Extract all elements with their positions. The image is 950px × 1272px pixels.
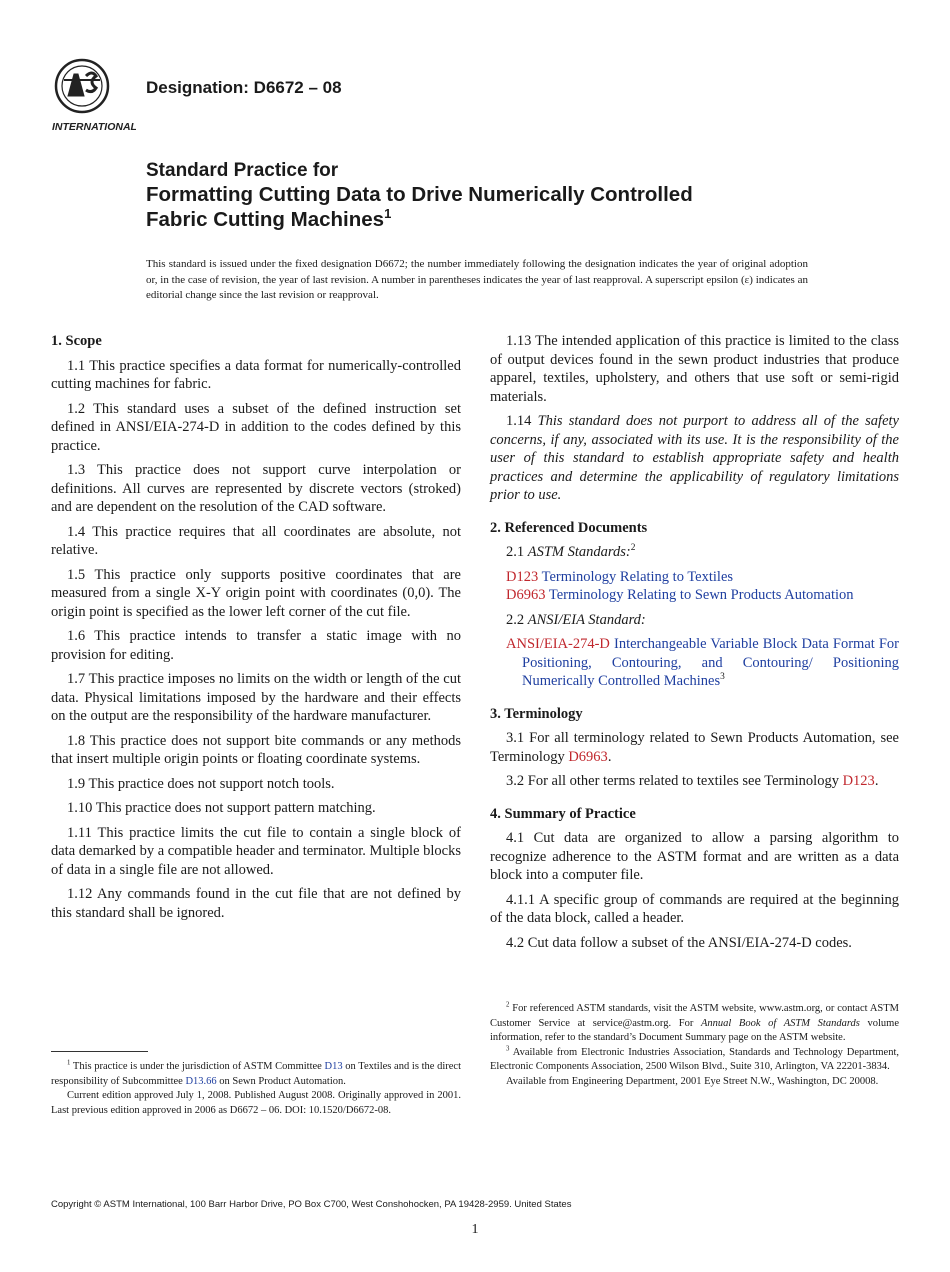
section-heading-referenced: 2. Referenced Documents [490,519,648,536]
footnote-link-d13[interactable]: D13 [324,1061,343,1072]
copyright-notice: Copyright © ASTM International, 100 Barr Harbor Drive, PO Box C700, West Conshohocken, PA 19428-2959. United States [51,1199,572,1210]
astm-logo [52,56,136,134]
footnote-2 [490,1002,899,1046]
footnote-1-edition: Current edition approved July 1, 2008. Published August 2008. Originally approved in 2001. Last previous edition approved in 2006 as D6672 – 06. DOI: 10.1520/D6672-08. [51,1090,461,1116]
footnote-1-text-c: on Sewn Product Automation. [219,1075,346,1087]
reference-link-d6963[interactable]: D6963 [506,587,546,603]
designation: Designation: D6672 – 08 [146,78,342,97]
reference-title-d123[interactable]: Terminology Relating to Textiles [541,568,734,585]
paragraph-1-3: 1.3 This practice does not support curve interpolation or definitions. All curves are represented by discrete vectors (stroked) and are dependent on the resolution of the CAD software. [51,462,461,515]
footnote-2-italic: Annual Book of ASTM Standards [700,1017,860,1029]
section-heading-scope: 1. Scope [51,333,102,349]
paragraph-1-10: 1.10 This practice does not support pattern matching. [67,800,376,816]
paragraph-1-4: 1.4 This practice requires that all coordinates are absolute, not relative. [51,523,461,558]
paragraph-4-1-1: 4.1.1 A specific group of commands are required at the beginning of the data block, called a header. [490,891,899,926]
footnote-3 [490,1046,899,1075]
footnote-2-mark: 2 [506,1001,510,1009]
paragraph-1-14-number: 1.14 [506,413,532,429]
title-footnote-mark: 1 [384,206,392,222]
paragraph-1-13: 1.13 The intended application of this practice is limited to the class of output devices found in the sewn product industries that produce apparel, textiles, upholstery, and others that use soft or semi-rigid materials. [490,333,899,405]
reference-d6963 [490,586,899,605]
footnote-1 [51,1060,461,1089]
paragraph-1-14 [490,412,899,505]
footnote-1-text-a: This practice is under the jurisdiction of ASTM Committee [72,1061,322,1072]
paragraph-1-14-text: This standard does not purport to address all of the safety concerns, if any, associated with its use. It is the responsibility of the user of this standard to establish appropriate safety and health practices and determine the applicability of regulatory limitations prior to use. [490,413,899,503]
paragraph-1-7: 1.7 This practice imposes no limits on the width or length of the cut data. Physical limitations imposed by the hardware and their effects on the output are the responsibility of the hardware manufacturer. [51,671,461,724]
paragraph-3-1-text: 3.1 For all terminology related to Sewn Products Automation, see Terminology [490,730,899,765]
paragraph-3-2: 3.2 For all other terms related to textiles see Terminology D123. [506,773,879,789]
footnote-3-mark: 3 [506,1045,510,1052]
reference-title-ansi[interactable]: Interchangeable Variable Block Data Format For Positioning, Contouring, and Contouring/ Positioning Numerically Controlled Machines [522,636,899,689]
issuance-note: This standard is issued under the fixed designation D6672; the number immediately following the designation indicates the year of original adoption or, in the case of revision, the year of last revision. A number in parentheses indicates the year of last reapproval. A superscript epsilon (ε) indicates an editorial change since the last revision or reapproval. [146,258,808,301]
title-line-2b: Fabric Cutting Machines [146,208,385,231]
paragraph-3-1: 3.1 For all terminology related to Sewn Products Automation, see Terminology D6963. [490,730,899,765]
paragraph-3-2-text: 3.2 For all other terms related to textiles see Terminology [506,773,839,789]
title-main [146,182,886,232]
footnotes-left [51,1060,461,1118]
reference-d123 [490,568,899,587]
page-number: 1 [471,1222,479,1237]
paragraph-1-6: 1.6 This practice intends to transfer a static image with no provision for editing. [51,628,461,663]
footnote-mark-2: 2 [630,543,636,554]
footnote-divider-left [51,1051,148,1052]
paragraph-1-9: 1.9 This practice does not support notch tools. [67,775,335,792]
reference-ansi [490,635,899,691]
astm-logo-graphic [52,56,136,134]
footnote-1-text-b: on Textiles and is the direct responsibility of Subcommittee [51,1061,462,1087]
title-block [146,160,886,232]
title-line-1: Standard Practice for [146,160,339,181]
footnote-3-text: Available from Electronic Industries Association, Standards and Technology Department, Electronic Components Association, 2500 Wilson Blvd., Suite 310, Arlington, VA 22201-3834. [490,1046,899,1072]
terminology-link-d6963[interactable]: D6963 [568,748,608,765]
title-line-2a: Formatting Cutting Data to Drive Numerically Controlled [146,183,693,206]
paragraph-2-1-label: ASTM Standards: [527,544,631,560]
left-column [51,332,461,928]
reference-link-d123[interactable]: D123 [506,568,539,585]
footnotes-right [490,1002,899,1089]
footnote-1-mark: 1 [67,1059,71,1067]
paragraph-2-1 [490,543,899,562]
paragraph-1-5: 1.5 This practice only supports positive coordinates that are measured from a single X-Y origin point with coordinates (0,0). The origin point is specified as the lower left corner of the cut file. [51,566,461,620]
terminology-link-d123[interactable]: D123 [842,773,875,789]
paragraph-1-1: 1.1 This practice specifies a data format for numerically-controlled cutting machines for fabric. [51,357,461,392]
paragraph-1-8: 1.8 This practice does not support bite commands or any methods that insert multiple origin points or floating coordinate systems. [51,732,461,767]
footnote-link-d1366[interactable]: D13.66 [185,1075,217,1087]
paragraph-2-2 [490,611,899,630]
footnote-2-text-a: For referenced ASTM standards, visit the ASTM website, www.astm.org, or contact ASTM Customer Service at service@astm.org. For [490,1003,900,1029]
paragraph-2-2-number: 2.2 [506,611,525,628]
reference-link-ansi[interactable]: ANSI/EIA-274-D [506,636,610,652]
footnote-mark-3: 3 [720,672,725,683]
section-heading-summary: 4. Summary of Practice [490,805,636,822]
paragraph-1-12: 1.12 Any commands found in the cut file that are not defined by this standard shall be ignored. [51,886,461,921]
paragraph-1-11: 1.11 This practice limits the cut file to contain a single block of data demarked by a compatible header and terminator. Multiple blocks of data in a single file are not allowed. [51,824,461,878]
paragraph-4-1: 4.1 Cut data are organized to allow a parsing algorithm to recognize adherence to the ASTM format and are written as a data block into a computer file. [490,830,899,883]
footnote-2-text-b: volume information, refer to the standard’s Document Summary page on the ASTM website. [490,1017,899,1043]
paragraph-1-2: 1.2 This standard uses a subset of the defined instruction set defined in ANSI/EIA-274-D in addition to the codes defined by this practice. [51,400,461,454]
paragraph-2-1-number: 2.1 [506,544,525,560]
section-heading-terminology: 3. Terminology [490,705,583,722]
paragraph-4-2: 4.2 Cut data follow a subset of the ANSI/EIA-274-D codes. [506,934,852,951]
paragraph-2-2-label: ANSI/EIA Standard: [527,611,646,628]
right-column [490,332,899,958]
reference-title-d6963[interactable]: Terminology Relating to Sewn Products Automation [548,587,854,603]
footnote-3-extra: Available from Engineering Department, 2001 Eye Street N.W., Washington, DC 20008. [506,1075,879,1087]
logo-international-text: INTERNATIONAL [52,121,136,133]
